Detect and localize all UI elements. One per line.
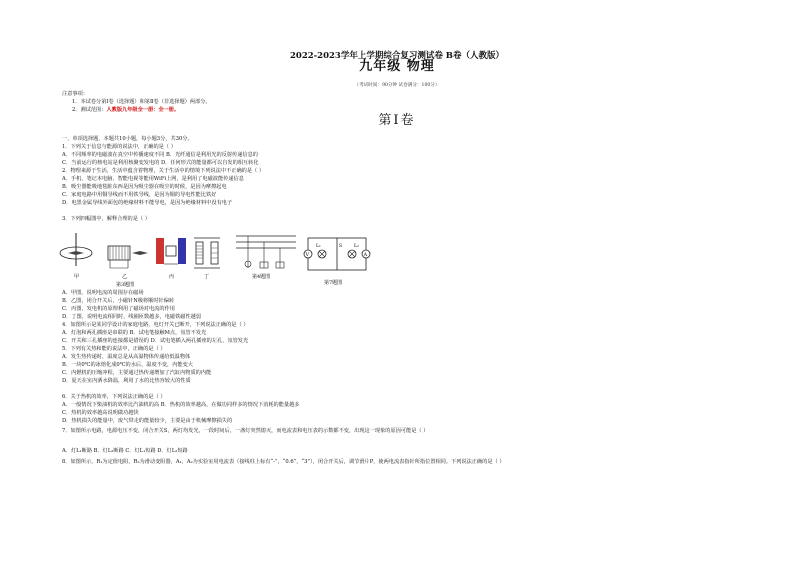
line-q5-d: D．夏天在室内洒水降温，利用了水的比热容较大的性质 <box>62 378 191 384</box>
fig-a-label: 甲 <box>74 274 80 280</box>
fig4-caption: 第4题图 <box>252 274 271 280</box>
fig7-ammeter: A <box>363 252 368 258</box>
fig-c-label: 丙 <box>169 274 175 280</box>
fig-b-solenoid <box>108 246 148 268</box>
fig-a-compass <box>60 233 92 266</box>
line-q6-d: D．热机损失的能量中，废气带走的能量较少，主要是由于机械摩擦损失的 <box>62 418 233 424</box>
line-q5: 5．下列有关热和能的说法中，正确的是（ ） <box>62 346 166 352</box>
fig-d-label: 丁 <box>204 274 210 280</box>
line-q3-b: B．乙图，闭合开关后，小磁针N极将顺时针偏转 <box>62 298 175 304</box>
notice-item-1: 1．本试卷分第Ⅰ卷（选择题）和第Ⅱ卷（非选择题）两部分。 <box>72 99 211 105</box>
line-q7: 7．如图所示电路，电源电压不变，闭合开关S，两灯均发光，一段时间后，一盏灯突然熄灭，而电流表和电压表的示数都不变，出现这一现象的原因可能是（ ） <box>62 428 429 434</box>
line-q5-a: A．发生热传递时，温度总是从高温物体传递给低温物体 <box>62 354 191 360</box>
line-q4-cd: C．开关和三孔插座的连接都是错误的 D．试电笔插入两孔插座的左孔，氖管发光 <box>62 338 249 344</box>
line-q1: 1．下列关于信息与能源的说法中，正确的是（ ） <box>62 144 176 150</box>
fig7-switch: S <box>339 244 343 249</box>
line-q3: 3．下列四幅图中，解释合理的是（ ） <box>62 216 150 222</box>
notice-range: 人教版九年级全一册：全一册。 <box>106 107 180 113</box>
fig3-caption: 第3题图 <box>116 282 135 288</box>
fig7-circuit <box>300 232 375 287</box>
line-q6-ab: A．一般情况下柴油机的效率比汽油机的高 B．热机的效率越高，在做功同样多的情况下消耗的能量越多 <box>62 402 300 408</box>
part1-heading: 一、单项选择题，本题共10小题，每小题3分，共30分。 <box>62 136 193 142</box>
fig7-lamp1: L₁ <box>316 244 321 249</box>
line-q1-ab: A．不同频率的电磁波在真空中传播速度不同 B．光纤通信是利用光的反射传递信息的 <box>62 152 258 158</box>
line-q3-d: D．丁图，说明电流相同时，线圈匝数越多，电磁铁磁性越弱 <box>62 314 202 320</box>
fig7-caption: 第7题图 <box>324 280 343 286</box>
line-q5-c: C．内燃机的压缩冲程，主要通过热传递增加了汽缸内物质的内能 <box>62 370 212 376</box>
line-q4-ab: A．灯泡和两孔插座是串联的 B．试电笔接触M点，氖管不发光 <box>62 330 207 336</box>
line-q6-c: C．热机的效率越高说明做功越快 <box>62 410 139 416</box>
exam-title: 2022-2023学年上学期综合复习测试卷 B卷（人教版） <box>290 51 504 61</box>
notice-item-2-label: 2．测试范围： <box>72 107 107 113</box>
fig7-voltmeter: V <box>305 252 310 258</box>
line-q6: 6．关于热机的效率，下列说法正确的是（ ） <box>62 394 166 400</box>
fig4-circuit <box>236 236 296 268</box>
notice-item-2 <box>72 107 179 113</box>
line-q1-cd: C．当前运行的核电站是利用核聚变发电的 D．任何形式的能量都可以自发的相互转化 <box>62 160 259 166</box>
fig-b-label: 乙 <box>122 274 128 280</box>
line-q8: 8．如图所示，R₁为定值电阻，R₂为滑动变阻器，A₁，A₂为实验室用电流表（接线柱上标有“-”，“0.6”，“3”），闭合开关后，调节滑片P，使两电流表指针所指位置相同。下列说法正确的是（ ） <box>62 459 505 465</box>
grade-subject: 九年级 物理 <box>359 59 435 74</box>
fig7-lamp2: L₂ <box>354 244 359 249</box>
line-q2-c: C．家庭电路中用铜导线而不用铁导线，是因为铜的导电性能比铁好 <box>62 192 217 198</box>
line-q3-c: C．丙图，发电机的原理利用了磁场对电流的作用 <box>62 306 175 312</box>
line-q2-b: B．吸尘器能吸地毯脏东西是因为吸尘器在吸尘的时候，是因为摩擦起电 <box>62 184 227 190</box>
line-q5-b: B．一块0℃的冰熔化成0℃的水后，温度不变，内能变大 <box>62 362 193 368</box>
line-q3-a: A．甲图，说明电流的周围存在磁场 <box>62 290 144 296</box>
line-q2: 2．物理来源于生活，生活中蕴含着物理，关于生活中的情境下列说法中不正确的是（ ） <box>62 168 265 174</box>
line-q7-options: A．灯L₁断路 B．灯L₂断路 C．灯L₁短路 D．灯L₂短路 <box>62 448 188 454</box>
line-q2-a: A．手机、笔记本电脑、智能电视等能用WiFi上网，是利用了电磁波能传递信息 <box>62 176 244 182</box>
fig-d-electromagnets <box>194 238 220 268</box>
line-q4: 4．如图所示是某同学设计的家庭电路，电灯开关已断开，下列说法正确的是（ ） <box>62 322 249 328</box>
fig-c-magnet <box>156 238 186 264</box>
section-title: 第Ⅰ卷 <box>378 113 416 128</box>
line-q2-d: D．电黑金属导线外面包的绝缘材料不能导电，是因为绝缘材料中没有电子 <box>62 200 233 206</box>
exam-meta: （考试时间：90分钟 试卷满分：100分） <box>354 83 440 88</box>
notice-label: 注意事项： <box>62 91 88 97</box>
